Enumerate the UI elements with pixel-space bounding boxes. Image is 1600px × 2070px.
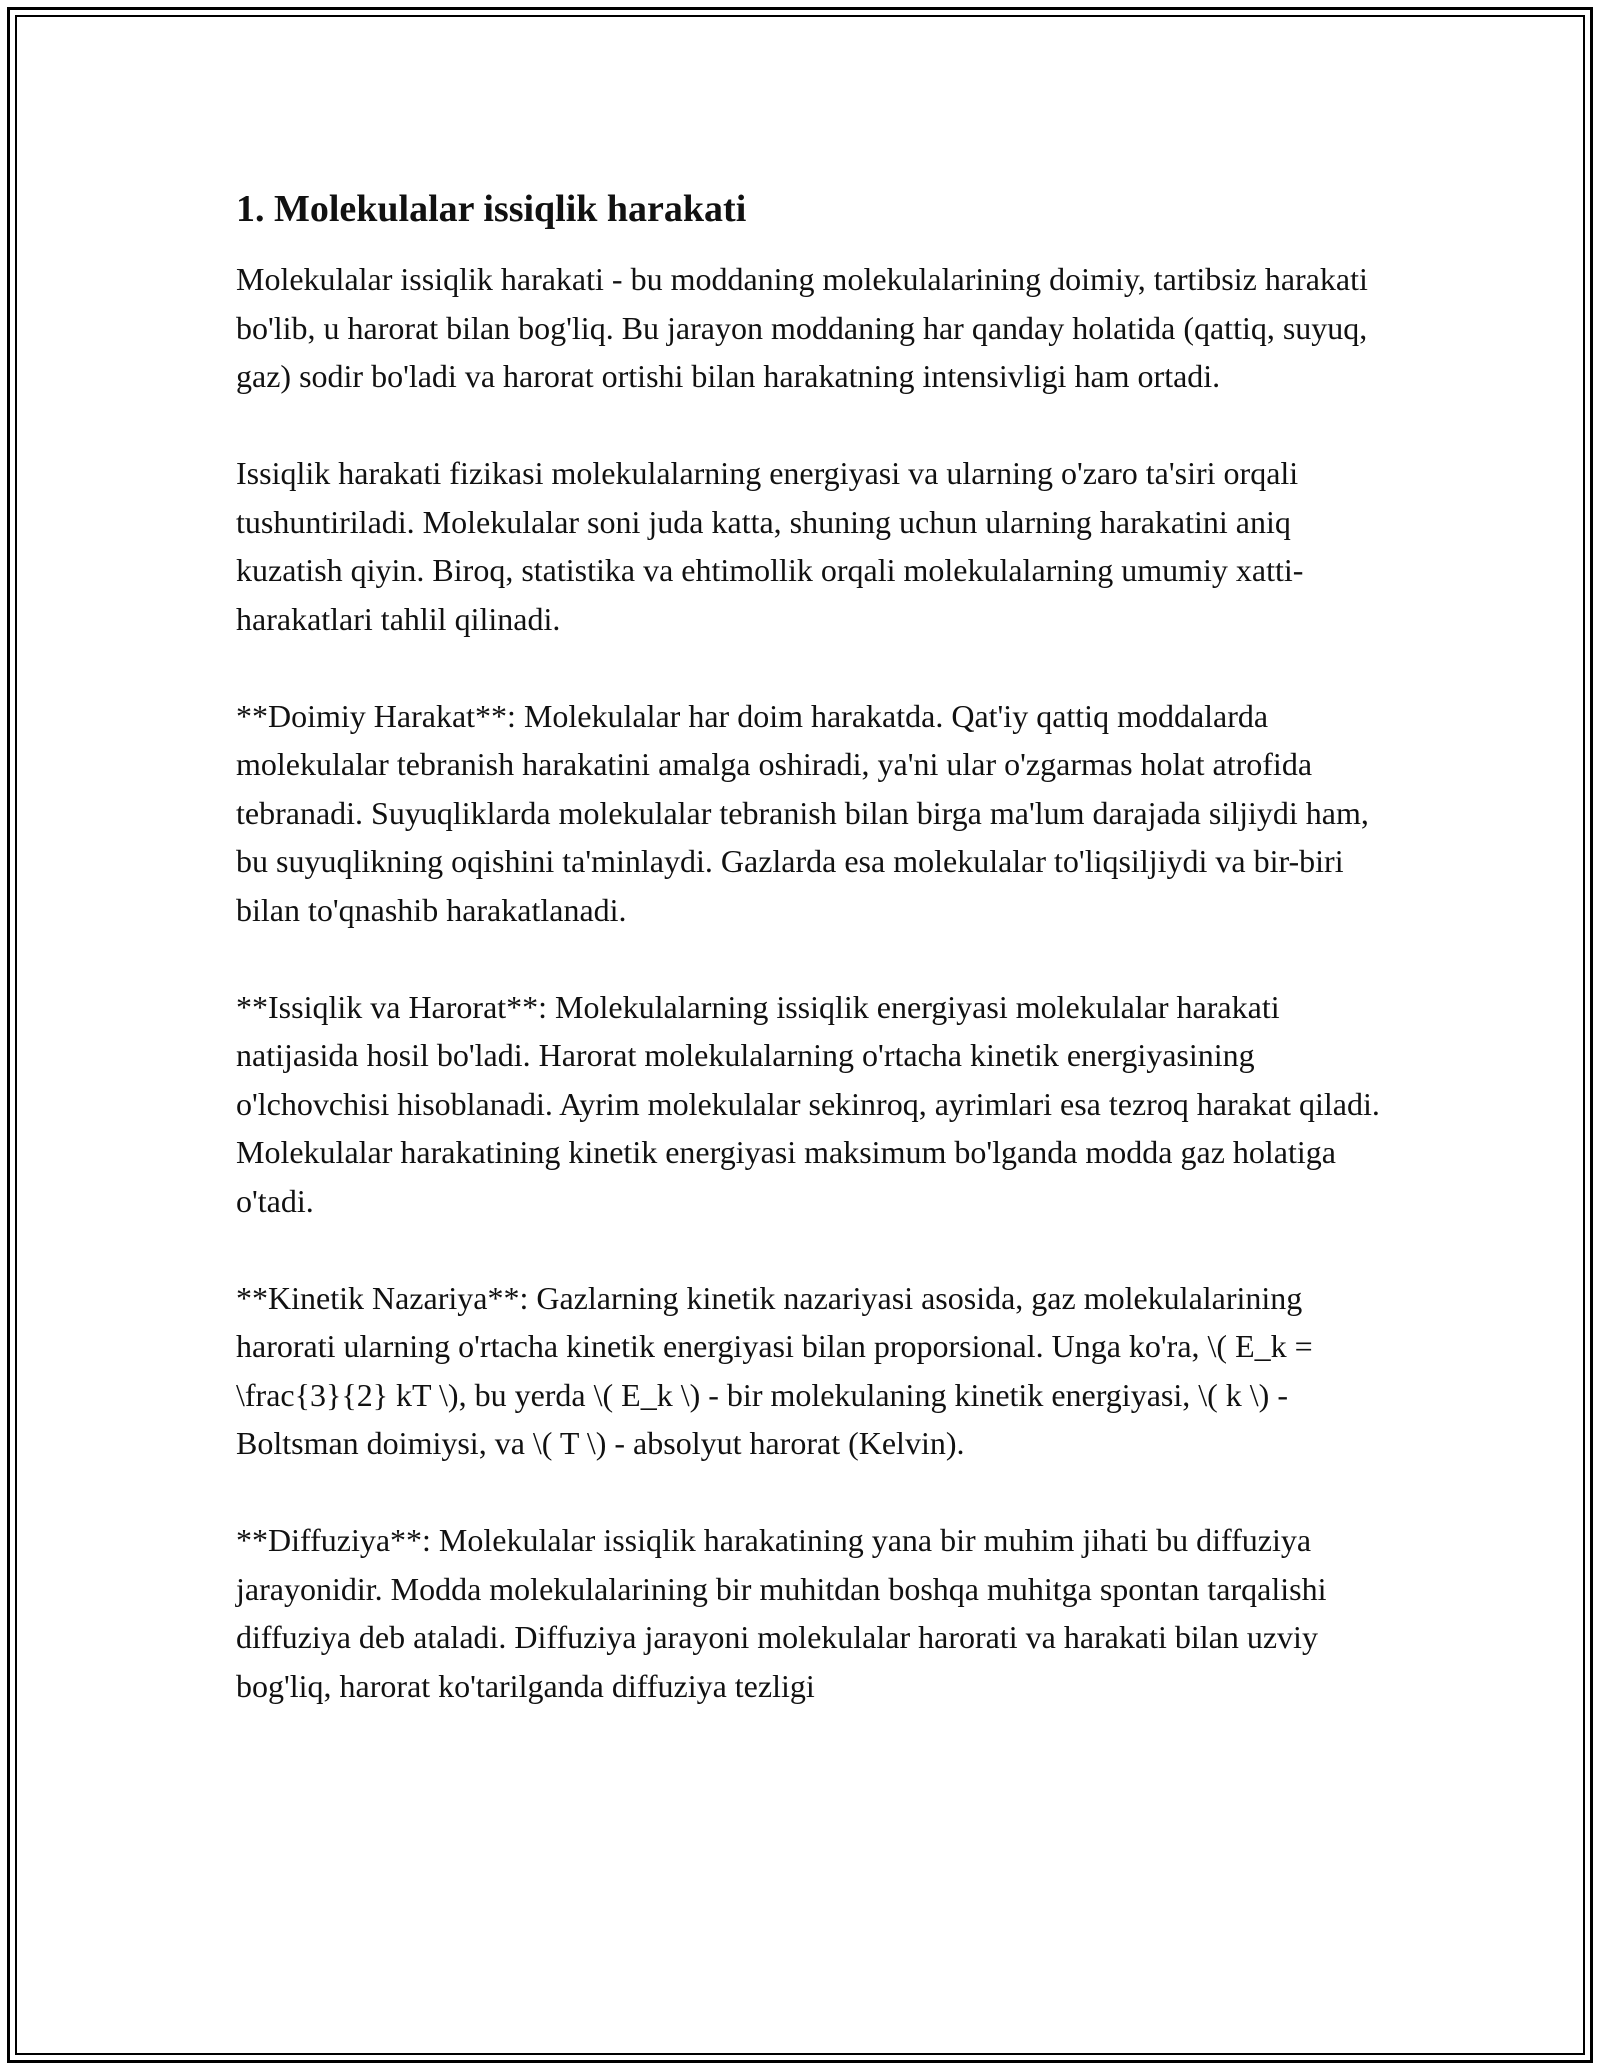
paragraph-heat-temperature: **Issiqlik va Harorat**: Molekulalarning issiqlik energiyasi molekulalar harakati natijasida hosil bo'ladi. Harorat molekulalarning o'rtacha kinetik energiyasining o'lchovchisi hisoblanadi. Ayrim molekulalar sekinroq, ayrimlari esa tezroq harakat qiladi. Molekulalar harakatining kinetik energiyasi maksimum bo'lganda modda gaz holatiga o'tadi. bbox=[236, 988, 1380, 1219]
paragraph-constant-motion: **Doimiy Harakat**: Molekulalar har doim harakatda. Qat'iy qattiq moddalarda molekulalar tebranish harakatini amalga oshiradi, ya'ni ular o'zgarmas holat atrofida tebranadi. Suyuqliklarda molekulalar tebranish bilan birga ma'lum darajada siljiydi ham, bu suyuqlikning oqishini ta'minlaydi. Gazlarda esa molekulalar to'liqsiljiydi va bir-biri bilan to'qnashib harakatlanadi. bbox=[236, 697, 1369, 928]
paragraph-kinetic-theory: **Kinetik Nazariya**: Gazlarning kinetik nazariyasi asosida, gaz molekulalarining harorati ularning o'rtacha kinetik energiyasi bilan proporsional. Unga ko'ra, \( E_k = \frac{3}{2} kT \), bu yerda \( E_k \) - bir molekulaning kinetik energiyasi, \( k \) - Boltsman doimiysi, va \( T \) - absolyut harorat (Kelvin). bbox=[236, 1279, 1313, 1461]
paragraph-intro: Molekulalar issiqlik harakati - bu moddaning molekulalarining doimiy, tartibsiz harakati bo'lib, u harorat bilan bog'liq. Bu jarayon moddaning har qanday holatida (qattiq, suyuq, gaz) sodir bo'ladi va harorat ortishi bilan harakatning intensivligi ham ortadi. bbox=[236, 261, 1368, 394]
section-title: 1. Molekulalar issiqlik harakati bbox=[236, 188, 747, 230]
paragraph-physics: Issiqlik harakati fizikasi molekulalarning energiyasi va ularning o'zaro ta'siri orqali tushuntiriladi. Molekulalar soni juda katta, shuning uchun ularning harakatini aniq kuzatish qiyin. Biroq, statistika va ehtimollik orqali molekulalarning umumiy xatti-harakatlari tahlil qilinadi. bbox=[236, 455, 1304, 637]
paragraph-diffusion: **Diffuziya**: Molekulalar issiqlik harakatining yana bir muhim jihati bu diffuziya jarayonidir. Modda molekulalarining bir muhitdan boshqa muhitga spontan tarqalishi diffuziya deb ataladi. Diffuziya jarayoni molekulalar harorati va harakati bilan uzviy bog'liq, harorat ko'tarilganda diffuziya tezligi bbox=[236, 1522, 1327, 1704]
document-body bbox=[236, 185, 1386, 1710]
